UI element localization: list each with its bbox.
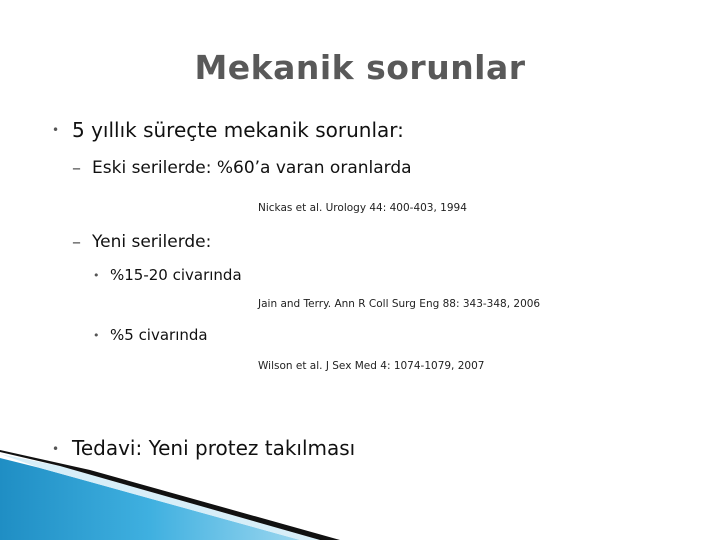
- list-item-treatment: Tedavi: Yeni protez takılması: [72, 436, 356, 460]
- sub-bullet-marker: •: [93, 269, 100, 282]
- dash-marker: –: [72, 232, 81, 253]
- list-item-5-percent: %5 civarında: [110, 326, 208, 344]
- swoosh-blue-band: [0, 458, 300, 540]
- citation-jain: Jain and Terry. Ann R Coll Surg Eng 88: 343-348, 2006: [258, 298, 541, 310]
- list-item-new-series: Yeni serilerde:: [92, 232, 212, 252]
- dash-marker: –: [72, 158, 81, 179]
- list-item-old-series: Eski serilerde: %60’a varan oranlarda: [92, 158, 412, 178]
- citation-wilson: Wilson et al. J Sex Med 4: 1074-1079, 2007: [258, 360, 485, 372]
- list-item-15-20: %15-20 civarında: [110, 266, 242, 284]
- slide-title: Mekanik sorunlar: [194, 48, 526, 87]
- bullet-marker: •: [52, 123, 60, 137]
- decorative-swoosh: [0, 450, 720, 540]
- sub-bullet-marker: •: [93, 329, 100, 342]
- list-item-mechanical-problems: 5 yıllık süreçte mekanik sorunlar:: [72, 118, 404, 142]
- bullet-marker: •: [52, 442, 60, 456]
- citation-nickas: Nickas et al. Urology 44: 400-403, 1994: [258, 202, 467, 214]
